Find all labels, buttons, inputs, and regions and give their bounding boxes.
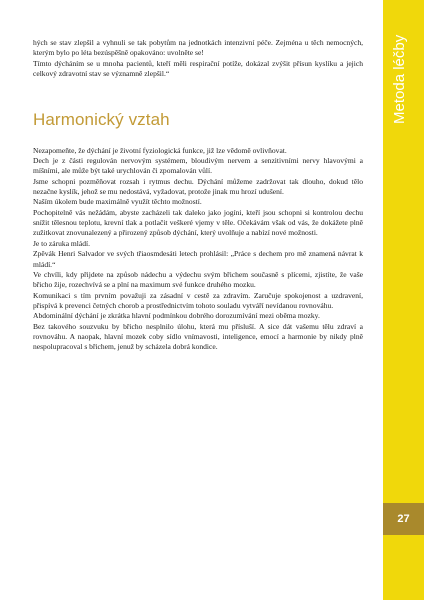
intro-paragraph-1: hých se stav zlepšil a vyhnuli se tak pobytům na jednotkách intenzivní péče. Zejména u těch nemocných, kterým bylo po léta bezúspěšně opakováno: uvolněte se! xyxy=(33,38,363,58)
chapter-label: Metoda léčby xyxy=(391,34,408,124)
page-body xyxy=(33,38,363,353)
body-paragraph: Dech je z části regulován nervovým systémem, bloudivým nervem a senzitivními nervy hlavovými a míšními, ale může být také urychlován či zpomalován vůlí. xyxy=(33,156,363,176)
body-paragraph: Nezapomeňte, že dýchání je životní fyziologická funkce, již lze vědomě ovlivňovat. xyxy=(33,145,287,155)
section-heading: Harmonický vztah xyxy=(33,110,170,130)
intro-paragraph-2: Tímto dýcháním se u mnoha pacientů, kteří měli respirační potíže, dokázal zvýšit přísun kyslíku a jejich celkový zdravotní stav se významně zlepšil.“ xyxy=(33,58,363,79)
body-paragraph: Komunikaci s tím prvním považuji za zásadní v cestě za zdravím. Zaručuje spokojenost a uzdravení, přispívá k prevenci četných chorob a prostřednictvím tohoto souladu vytváří nevídanou rovnováhu. xyxy=(33,290,363,310)
body-paragraph: Zpěvák Henri Salvador ve svých třiaosmdesáti letech prohlásil: „Práce s dechem pro mě znamená návrat k mládí.“ xyxy=(33,249,363,269)
page-number: 27 xyxy=(383,503,424,535)
body-paragraph: Abdominální dýchání je zkrátka hlavní podmínkou dobrého dorozumívání mezi oběma mozky. xyxy=(33,311,320,321)
body-paragraph: Ve chvíli, kdy přijdete na způsob nádechu a výdechu svým břichem současně s plícemi, zjistíte, že vaše břicho žije, rozechvívá se a plní na maximum své funkce druhého mozku. xyxy=(33,269,363,290)
body-paragraph: Pochopitelně vás nežádám, abyste zacházeli tak daleko jako jogíni, kteří jsou schopni si kontrolou dechu snížit tělesnou teplotu, krevní tlak a potlačit veškeré vjemy v těle. Očekávám však od vás, že dokážete plně zužitkovat znovunalezený a přirozený způsob dýchání, který uvolňuje a nabízí nové možnosti. xyxy=(33,207,363,238)
body-paragraph: Bez takového souzvuku by břicho nesplnilo úlohu, která mu přísluší. A sice dát vašemu tělu zdraví a rovnováhu. A naopak, hlavní mozek coby sídlo vnímavosti, inteligence, emocí a harmonie by nikdy plně nespolupracoval s břichem, jenuž by scházela dobrá kondice. xyxy=(33,321,363,352)
body-paragraph: Je to záruka mládí. xyxy=(33,238,90,248)
body-paragraph: Naším úkolem bude maximálně využít těchto možností. xyxy=(33,197,202,207)
body-paragraph: Jsme schopni pozměňovat rozsah i rytmus dechu. Dýchání můžeme zadržovat tak dlouho, dokud tělo nezačne kyslík, jehož se mu nedostává, vyžadovat, protože jinak mu hrozí udušení. xyxy=(33,176,363,197)
